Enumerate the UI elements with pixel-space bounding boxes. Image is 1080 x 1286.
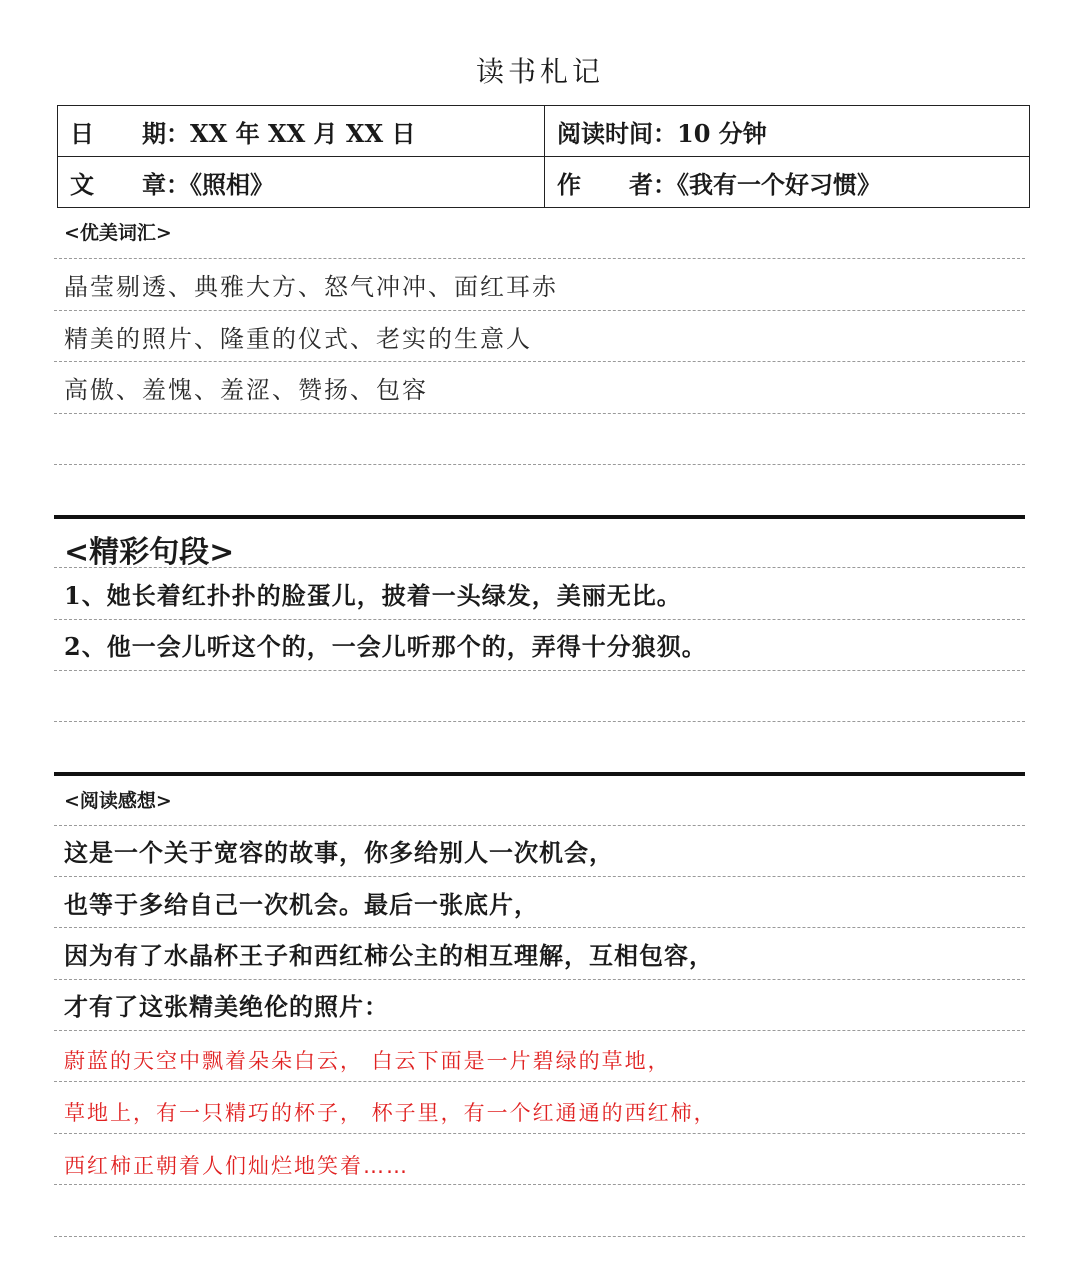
sentence-line: 1、她长着红扑扑的脸蛋儿，披着一头绿发，美丽无比。 (64, 581, 682, 610)
divider (54, 1236, 1025, 1237)
author-value: 《我有一个好习惯》 (677, 169, 881, 199)
article-value: 《照相》 (190, 169, 274, 199)
section-rule (54, 772, 1025, 776)
divider (54, 670, 1025, 671)
vocab-header: <优美词汇> (64, 222, 172, 244)
sentence-line: 2、他一会儿听这个的，一会儿听那个的，弄得十分狼狈。 (64, 632, 707, 661)
divider (54, 979, 1025, 980)
thought-line: 这是一个关于宽容的故事，你多给别人一次机会， (64, 838, 614, 867)
vocab-line: 精美的照片、隆重的仪式、老实的生意人 (64, 325, 532, 353)
thoughts-header: <阅读感想> (64, 790, 172, 812)
divider (54, 1133, 1025, 1134)
divider (54, 1030, 1025, 1031)
author-label: 作 者： (557, 169, 677, 199)
article-cell (58, 157, 545, 208)
divider (54, 258, 1025, 259)
divider (54, 413, 1025, 414)
date-cell (58, 106, 545, 157)
date-value: XX 年 XX 月 XX 日 (190, 118, 416, 148)
thought-line: 因为有了水晶杯王子和西红柿公主的相互理解，互相包容， (64, 941, 714, 970)
reading-time-value: 10 分钟 (677, 118, 767, 148)
thought-red-line: 西红柿正朝着人们灿烂地笑着…… (64, 1154, 409, 1178)
info-row-2 (58, 157, 1030, 208)
divider (54, 721, 1025, 722)
article-label: 文 章： (70, 169, 190, 199)
divider (54, 310, 1025, 311)
vocab-line: 高傲、羞愧、羞涩、赞扬、包容 (64, 376, 428, 404)
reading-time-label: 阅读时间： (557, 118, 677, 148)
divider (54, 464, 1025, 465)
divider (54, 1184, 1025, 1185)
thought-line: 才有了这张精美绝伦的照片： (64, 992, 389, 1021)
author-cell (545, 157, 1030, 208)
reading-time-cell (545, 106, 1030, 157)
info-row-1 (58, 106, 1030, 157)
divider (54, 876, 1025, 877)
divider (54, 825, 1025, 826)
section-rule (54, 515, 1025, 519)
divider (54, 619, 1025, 620)
thought-line: 也等于多给自己一次机会。最后一张底片， (64, 890, 539, 919)
divider (54, 927, 1025, 928)
thought-red-line: 蔚蓝的天空中飘着朵朵白云， 白云下面是一片碧绿的草地， (64, 1049, 671, 1073)
info-table (57, 105, 1030, 208)
sentences-header: <精彩句段> (64, 535, 235, 570)
vocab-line: 晶莹剔透、典雅大方、怒气冲冲、面红耳赤 (64, 273, 558, 301)
page-title: 读书札记 (475, 55, 604, 88)
divider (54, 567, 1025, 568)
divider (54, 1081, 1025, 1082)
date-label: 日 期： (70, 118, 190, 148)
thought-red-line: 草地上，有一只精巧的杯子， 杯子里，有一个红通通的西红柿， (64, 1101, 717, 1125)
divider (54, 361, 1025, 362)
